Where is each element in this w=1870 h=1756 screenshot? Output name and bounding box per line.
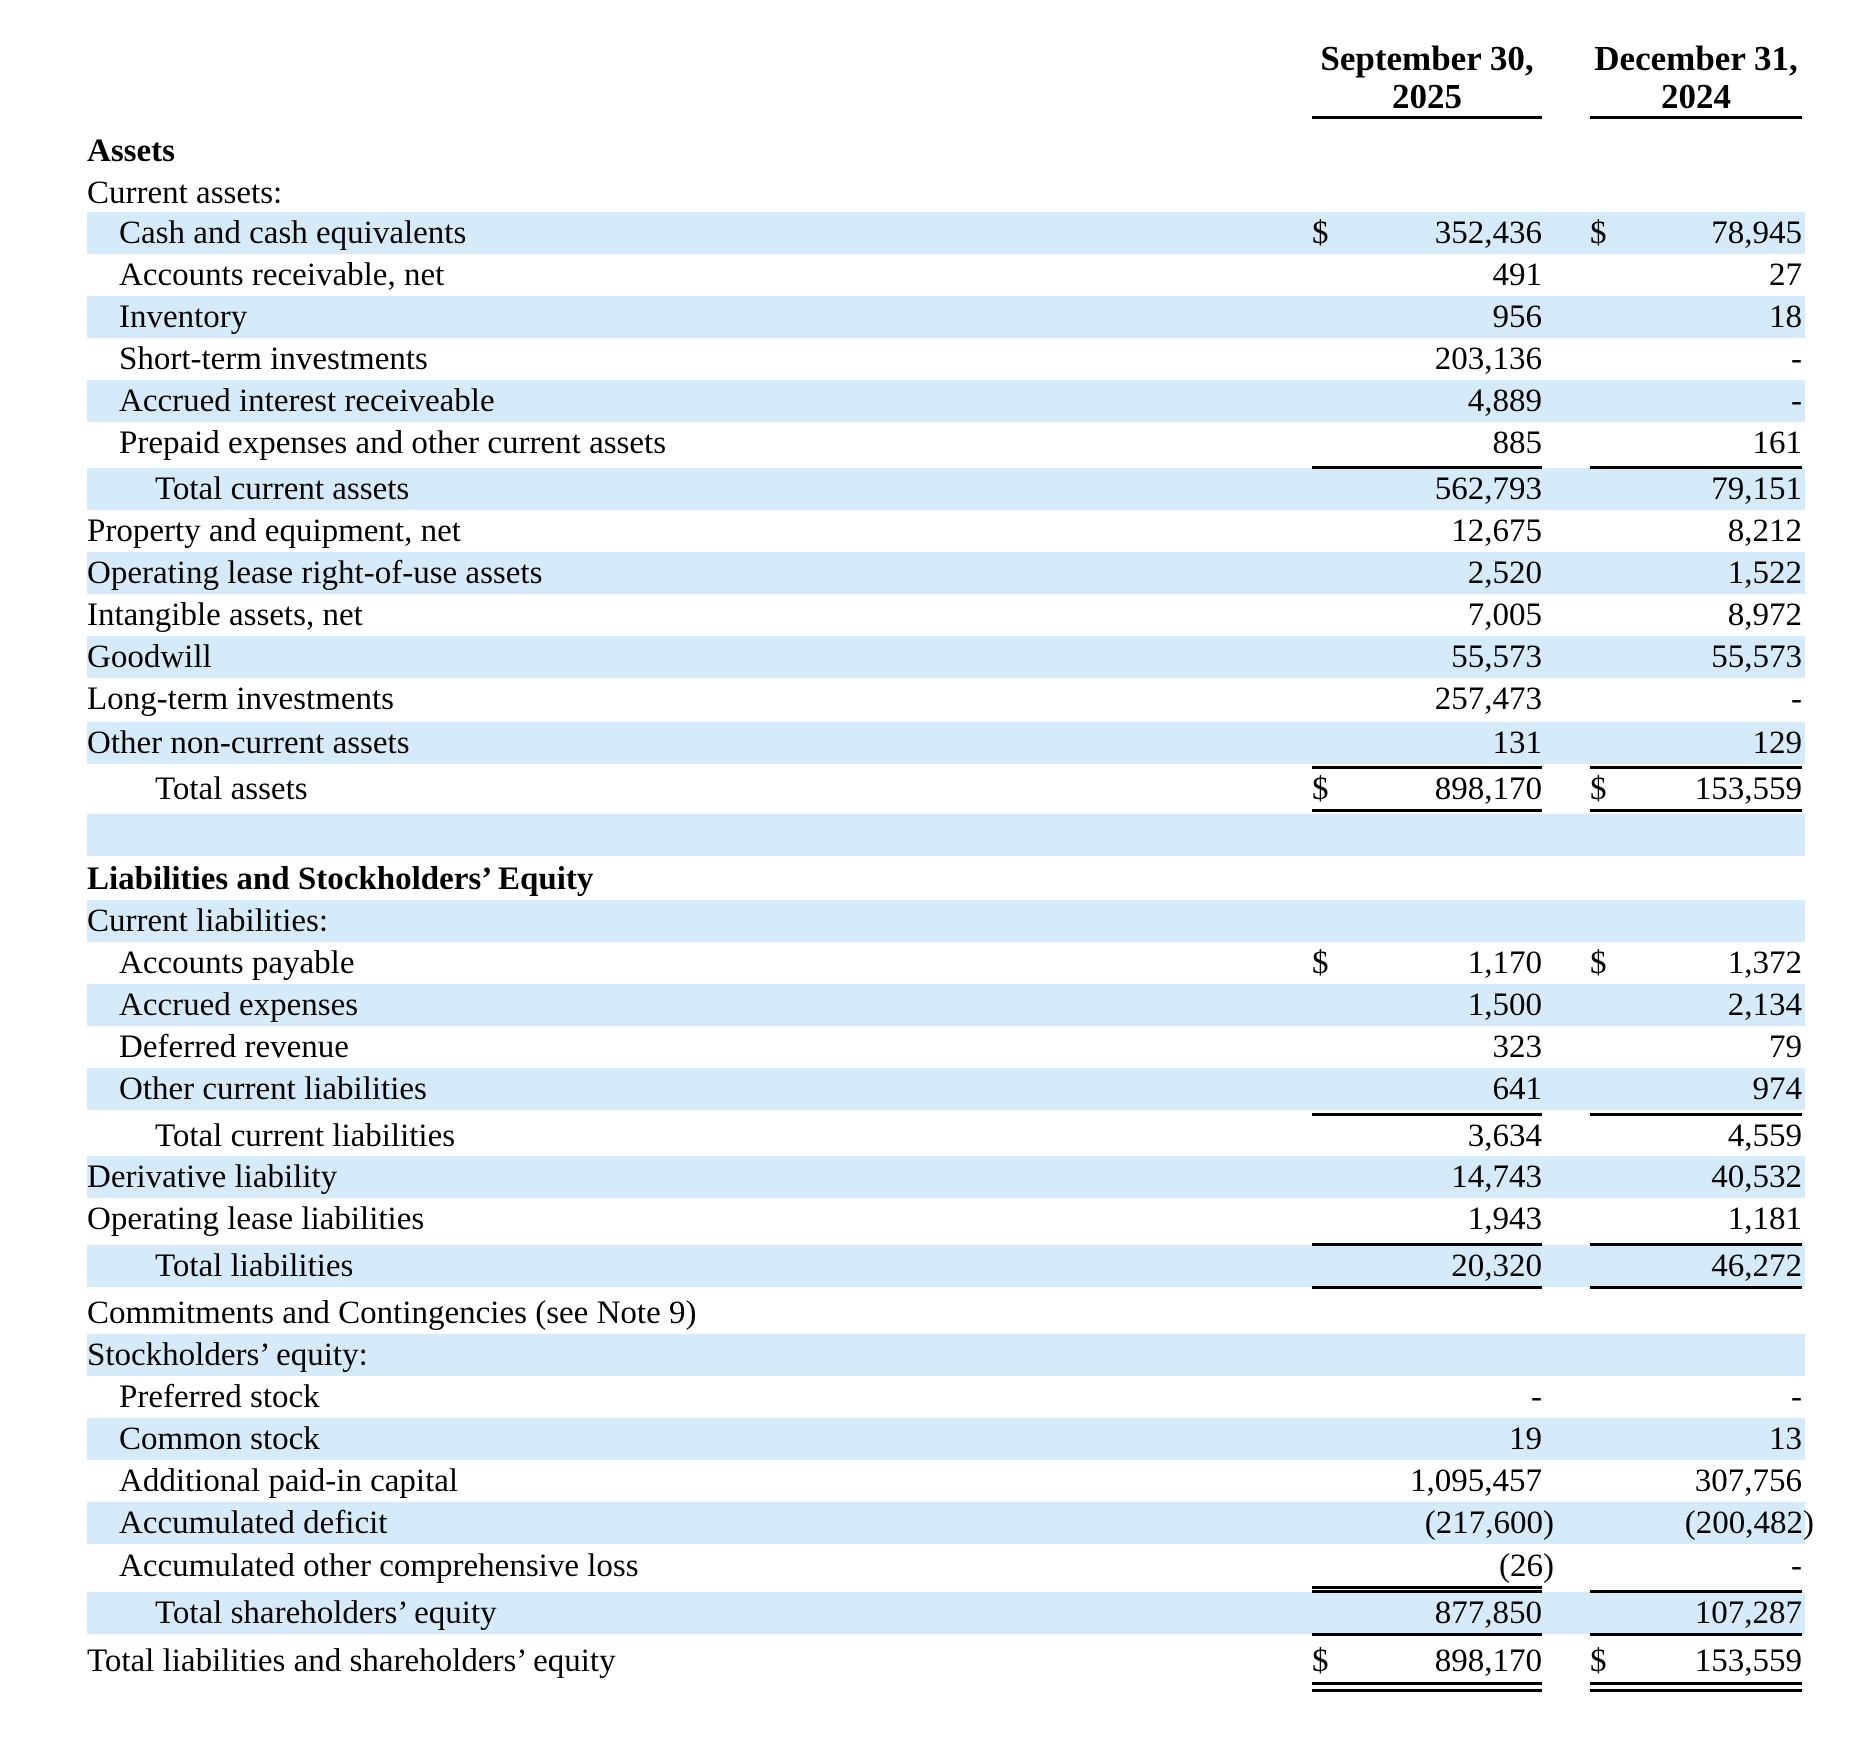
row-value: 131 <box>1492 725 1542 761</box>
table-row <box>87 984 1805 1026</box>
value-cell-2024 <box>1590 552 1802 594</box>
table-row <box>87 1418 1805 1460</box>
table-row <box>87 1198 1805 1240</box>
value-cell-2025 <box>1312 722 1542 764</box>
value-cell-2025 <box>1312 636 1542 678</box>
row-value: 257,473 <box>1434 681 1542 717</box>
column-header-line1: September 30, <box>1320 39 1534 78</box>
row-value: 203,136 <box>1434 341 1542 377</box>
table-row <box>87 1026 1805 1068</box>
row-label: Current assets: <box>87 175 283 211</box>
underline-rule <box>1590 809 1802 812</box>
row-label: Total liabilities <box>155 1248 354 1284</box>
subtotal-rule <box>1312 1243 1542 1246</box>
row-value: - <box>1531 1379 1542 1415</box>
value-cell-2024 <box>1590 1026 1802 1068</box>
row-label: Common stock <box>119 1421 320 1457</box>
row-label: Total current assets <box>155 471 410 507</box>
double-underline-rule <box>1590 1682 1802 1692</box>
row-value: 1,170 <box>1467 945 1542 981</box>
row-label: Other current liabilities <box>119 1071 427 1107</box>
row-value: (217,600) <box>1424 1505 1554 1541</box>
table-row <box>87 1376 1805 1418</box>
row-label: Commitments and Contingencies (see Note 9) <box>87 1295 697 1331</box>
underline-rule <box>1590 1633 1802 1636</box>
subtotal-rule <box>1312 766 1542 769</box>
table-row <box>87 636 1805 678</box>
row-value: (26) <box>1499 1548 1554 1584</box>
row-value: 2,134 <box>1727 987 1802 1023</box>
underline-rule <box>1312 1586 1542 1589</box>
row-value: 1,181 <box>1727 1201 1802 1237</box>
row-value: 956 <box>1492 299 1542 335</box>
row-label: Stockholders’ equity: <box>87 1337 368 1373</box>
value-cell-2025 <box>1312 254 1542 296</box>
value-cell-2025 <box>1312 768 1542 810</box>
value-cell-2025 <box>1312 1026 1542 1068</box>
row-label: Liabilities and Stockholders’ Equity <box>87 861 594 897</box>
table-row <box>87 1245 1805 1287</box>
underline-rule <box>1312 809 1542 812</box>
value-cell-2024 <box>1590 942 1802 984</box>
row-value: - <box>1791 341 1802 377</box>
table-row <box>87 468 1805 510</box>
currency-symbol: $ <box>1312 945 1329 981</box>
row-label: Long-term investments <box>87 681 395 717</box>
currency-symbol: $ <box>1590 771 1607 807</box>
value-cell-2025 <box>1312 984 1542 1026</box>
row-value: 19 <box>1509 1421 1542 1457</box>
row-value: 12,675 <box>1451 513 1542 549</box>
table-row <box>87 1502 1814 1544</box>
row-value: 885 <box>1492 425 1542 461</box>
row-value: 161 <box>1752 425 1802 461</box>
column-header-line2: 2024 <box>1661 77 1731 116</box>
column-header-line2: 2025 <box>1392 77 1462 116</box>
value-cell-2025 <box>1312 1592 1542 1634</box>
row-value: 3,634 <box>1467 1118 1542 1154</box>
table-row <box>87 422 1805 464</box>
value-cell-2024 <box>1590 768 1802 810</box>
table-row <box>87 172 1805 214</box>
subtotal-rule <box>1312 1113 1542 1116</box>
value-cell-2025 <box>1312 212 1542 254</box>
row-label: Derivative liability <box>87 1159 338 1195</box>
value-cell-2025 <box>1312 1198 1542 1240</box>
table-row <box>87 1115 1805 1157</box>
value-cell-2024 <box>1590 1545 1802 1587</box>
table-row <box>87 380 1805 422</box>
value-cell-2024 <box>1590 212 1802 254</box>
table-row <box>87 1334 1805 1376</box>
row-value: 8,972 <box>1727 597 1802 633</box>
table-row <box>87 678 1805 720</box>
table-row <box>87 1068 1805 1110</box>
row-value: 55,573 <box>1711 639 1802 675</box>
value-cell-2024 <box>1590 1376 1802 1418</box>
row-value: 4,559 <box>1727 1118 1802 1154</box>
table-row <box>87 594 1805 636</box>
value-cell-2024 <box>1590 1640 1802 1682</box>
table-row <box>87 942 1805 984</box>
row-value: 491 <box>1492 257 1542 293</box>
table-row <box>87 254 1805 296</box>
value-cell-2025 <box>1312 594 1542 636</box>
subtotal-rule <box>1312 1590 1542 1593</box>
row-label: Additional paid-in capital <box>119 1463 459 1499</box>
value-cell-2024 <box>1590 1156 1802 1198</box>
row-value: 18 <box>1769 299 1802 335</box>
value-cell-2024 <box>1590 1115 1802 1157</box>
table-row <box>87 814 1805 856</box>
value-cell-2024 <box>1590 1502 1814 1544</box>
value-cell-2024 <box>1590 1460 1802 1502</box>
table-row <box>87 858 1805 900</box>
value-cell-2025 <box>1312 468 1542 510</box>
row-label: Deferred revenue <box>119 1029 349 1065</box>
value-cell-2025 <box>1312 422 1542 464</box>
column-header-line1: December 31, <box>1594 39 1798 78</box>
row-label: Accounts receivable, net <box>119 257 445 293</box>
row-label: Total shareholders’ equity <box>155 1595 497 1631</box>
value-cell-2024 <box>1590 594 1802 636</box>
currency-symbol: $ <box>1590 945 1607 981</box>
row-label: Prepaid expenses and other current assets <box>119 425 667 461</box>
value-cell-2025 <box>1312 1460 1542 1502</box>
value-cell-2025 <box>1312 1156 1542 1198</box>
row-value: - <box>1791 383 1802 419</box>
row-label: Assets <box>87 133 175 169</box>
row-value: 107,287 <box>1694 1595 1802 1631</box>
row-value: 40,532 <box>1711 1159 1802 1195</box>
column-header-sep-2025 <box>1312 40 1542 119</box>
value-cell-2024 <box>1590 468 1802 510</box>
currency-symbol: $ <box>1312 1643 1329 1679</box>
row-value: 153,559 <box>1694 1643 1802 1679</box>
row-value: 46,272 <box>1711 1248 1802 1284</box>
row-label: Intangible assets, net <box>87 597 363 633</box>
value-cell-2025 <box>1312 1068 1542 1110</box>
row-value: 14,743 <box>1451 1159 1542 1195</box>
row-value: 307,756 <box>1694 1463 1802 1499</box>
currency-symbol: $ <box>1590 1643 1607 1679</box>
value-cell-2025 <box>1312 1502 1554 1544</box>
value-cell-2024 <box>1590 678 1802 720</box>
row-label: Accumulated deficit <box>119 1505 388 1541</box>
row-value: 877,850 <box>1434 1595 1542 1631</box>
row-value: 323 <box>1492 1029 1542 1065</box>
value-cell-2025 <box>1312 1376 1542 1418</box>
currency-symbol: $ <box>1312 771 1329 807</box>
subtotal-rule <box>1590 466 1802 469</box>
value-cell-2025 <box>1312 1418 1542 1460</box>
table-row <box>87 1545 1805 1587</box>
row-label: Total current liabilities <box>155 1118 456 1154</box>
value-cell-2025 <box>1312 380 1542 422</box>
row-label: Operating lease liabilities <box>87 1201 425 1237</box>
row-value: 898,170 <box>1434 1643 1542 1679</box>
value-cell-2024 <box>1590 1418 1802 1460</box>
row-label: Short-term investments <box>119 341 428 377</box>
row-value: 129 <box>1752 725 1802 761</box>
table-row <box>87 510 1805 552</box>
value-cell-2024 <box>1590 722 1802 764</box>
value-cell-2025 <box>1312 296 1542 338</box>
table-row <box>87 722 1805 764</box>
table-row <box>87 900 1805 942</box>
value-cell-2025 <box>1312 1115 1542 1157</box>
row-label: Accrued expenses <box>119 987 359 1023</box>
value-cell-2025 <box>1312 338 1542 380</box>
row-value: 974 <box>1752 1071 1802 1107</box>
value-cell-2025 <box>1312 1640 1542 1682</box>
row-value: 898,170 <box>1434 771 1542 807</box>
row-label: Accounts payable <box>119 945 355 981</box>
value-cell-2024 <box>1590 254 1802 296</box>
row-value: 641 <box>1492 1071 1542 1107</box>
value-cell-2025 <box>1312 942 1542 984</box>
row-value: 79 <box>1769 1029 1802 1065</box>
currency-symbol: $ <box>1312 215 1329 251</box>
subtotal-rule <box>1590 766 1802 769</box>
value-cell-2025 <box>1312 510 1542 552</box>
row-value: 27 <box>1769 257 1802 293</box>
value-cell-2025 <box>1312 678 1542 720</box>
currency-symbol: $ <box>1590 215 1607 251</box>
table-row <box>87 552 1805 594</box>
row-value: 78,945 <box>1711 215 1802 251</box>
subtotal-rule <box>1312 466 1542 469</box>
value-cell-2025 <box>1312 1545 1554 1587</box>
row-value: - <box>1791 681 1802 717</box>
row-label: Cash and cash equivalents <box>119 215 467 251</box>
value-cell-2024 <box>1590 984 1802 1026</box>
row-value: 352,436 <box>1434 215 1542 251</box>
row-label: Preferred stock <box>119 1379 320 1415</box>
row-label: Total assets <box>155 771 308 807</box>
row-value: 55,573 <box>1451 639 1542 675</box>
table-row <box>87 1156 1805 1198</box>
value-cell-2024 <box>1590 422 1802 464</box>
underline-rule <box>1312 1633 1542 1636</box>
row-value: 1,500 <box>1467 987 1542 1023</box>
row-value: 4,889 <box>1467 383 1542 419</box>
row-value: 13 <box>1769 1421 1802 1457</box>
table-row <box>87 768 1805 810</box>
row-value: 7,005 <box>1467 597 1542 633</box>
value-cell-2024 <box>1590 1198 1802 1240</box>
subtotal-rule <box>1590 1113 1802 1116</box>
row-label: Accumulated other comprehensive loss <box>119 1548 639 1584</box>
double-underline-rule <box>1312 1682 1542 1692</box>
value-cell-2024 <box>1590 1592 1802 1634</box>
row-label: Total liabilities and shareholders’ equity <box>87 1643 616 1679</box>
value-cell-2024 <box>1590 510 1802 552</box>
table-row <box>87 1640 1805 1682</box>
table-row <box>87 1292 1805 1334</box>
value-cell-2024 <box>1590 1068 1802 1110</box>
row-value: 1,372 <box>1727 945 1802 981</box>
row-value: (200,482) <box>1684 1505 1814 1541</box>
row-label: Current liabilities: <box>87 903 329 939</box>
row-label: Accrued interest receiveable <box>119 383 495 419</box>
table-row <box>87 296 1805 338</box>
table-row <box>87 212 1805 254</box>
row-value: 1,943 <box>1467 1201 1542 1237</box>
row-label: Inventory <box>119 299 248 335</box>
value-cell-2024 <box>1590 380 1802 422</box>
table-row <box>87 338 1805 380</box>
row-value: 20,320 <box>1451 1248 1542 1284</box>
value-cell-2024 <box>1590 1245 1802 1287</box>
row-label: Goodwill <box>87 639 212 675</box>
row-label: Other non-current assets <box>87 725 410 761</box>
row-value: 8,212 <box>1727 513 1802 549</box>
value-cell-2024 <box>1590 296 1802 338</box>
table-row <box>87 1460 1805 1502</box>
underline-rule <box>1590 1286 1802 1289</box>
row-label: Operating lease right-of-use assets <box>87 555 543 591</box>
table-row <box>87 1592 1805 1634</box>
row-value: - <box>1791 1379 1802 1415</box>
row-value: 1,095,457 <box>1410 1463 1542 1499</box>
subtotal-rule <box>1590 1243 1802 1246</box>
row-value: 562,793 <box>1434 471 1542 507</box>
row-value: 2,520 <box>1467 555 1542 591</box>
underline-rule <box>1312 1286 1542 1289</box>
row-label: Property and equipment, net <box>87 513 461 549</box>
value-cell-2024 <box>1590 636 1802 678</box>
table-row <box>87 130 1805 172</box>
row-value: 1,522 <box>1727 555 1802 591</box>
value-cell-2024 <box>1590 338 1802 380</box>
value-cell-2025 <box>1312 552 1542 594</box>
row-value: 153,559 <box>1694 771 1802 807</box>
column-header-dec-2024 <box>1590 40 1802 119</box>
row-value: - <box>1791 1548 1802 1584</box>
subtotal-rule <box>1590 1590 1802 1593</box>
row-value: 79,151 <box>1711 471 1802 507</box>
value-cell-2025 <box>1312 1245 1542 1287</box>
